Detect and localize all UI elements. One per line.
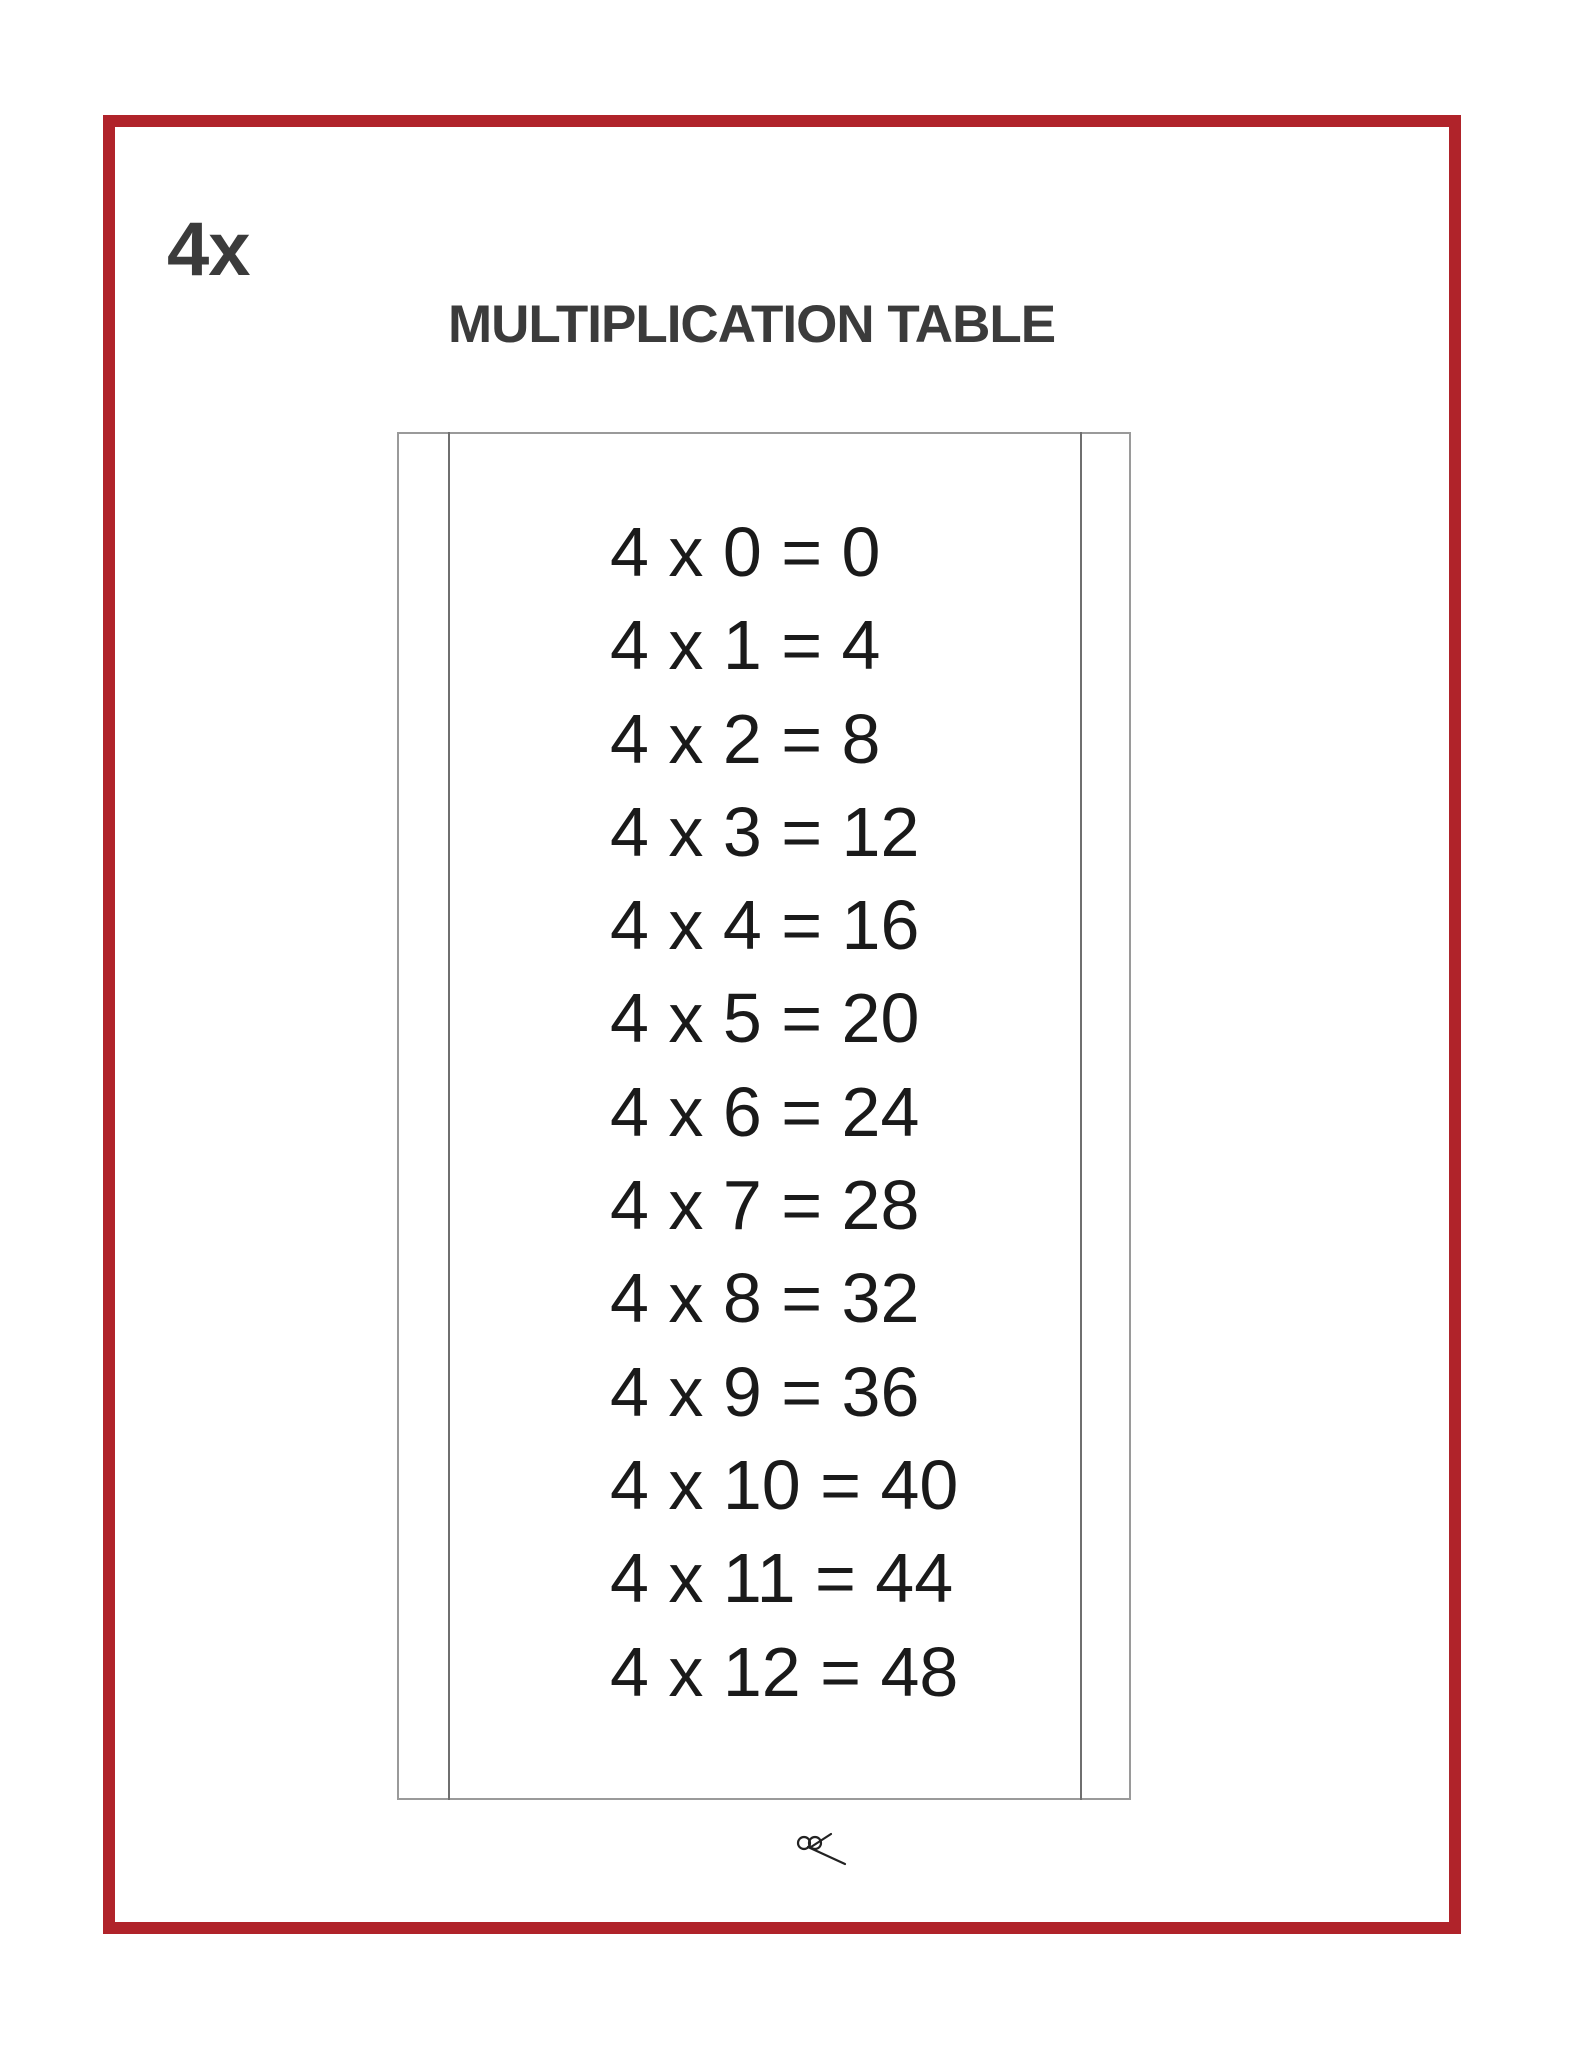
scissors-icon: [795, 1830, 847, 1866]
table-row: 4 x 9 = 36: [610, 1352, 920, 1431]
table-row: 4 x 8 = 32: [610, 1259, 920, 1338]
table-row: 4 x 12 = 48: [610, 1632, 959, 1711]
table-row: 4 x 3 = 12: [610, 792, 920, 871]
table-row: 4 x 0 = 0: [610, 513, 881, 591]
table-number-label: 4x: [167, 207, 250, 292]
table-row: 4 x 10 = 40: [610, 1445, 959, 1524]
table-row: 4 x 1 = 4: [610, 606, 881, 685]
multiplication-list: [610, 510, 958, 1723]
table-row: 4 x 6 = 24: [610, 1072, 920, 1151]
table-row: 4 x 5 = 20: [610, 979, 920, 1058]
table-row: 4 x 11 = 44: [610, 1539, 954, 1618]
table-row: 4 x 2 = 8: [610, 699, 881, 778]
table-row: 4 x 4 = 16: [610, 886, 920, 965]
table-row: 4 x 7 = 28: [610, 1166, 920, 1245]
page-title: MULTIPLICATION TABLE: [448, 295, 1056, 354]
